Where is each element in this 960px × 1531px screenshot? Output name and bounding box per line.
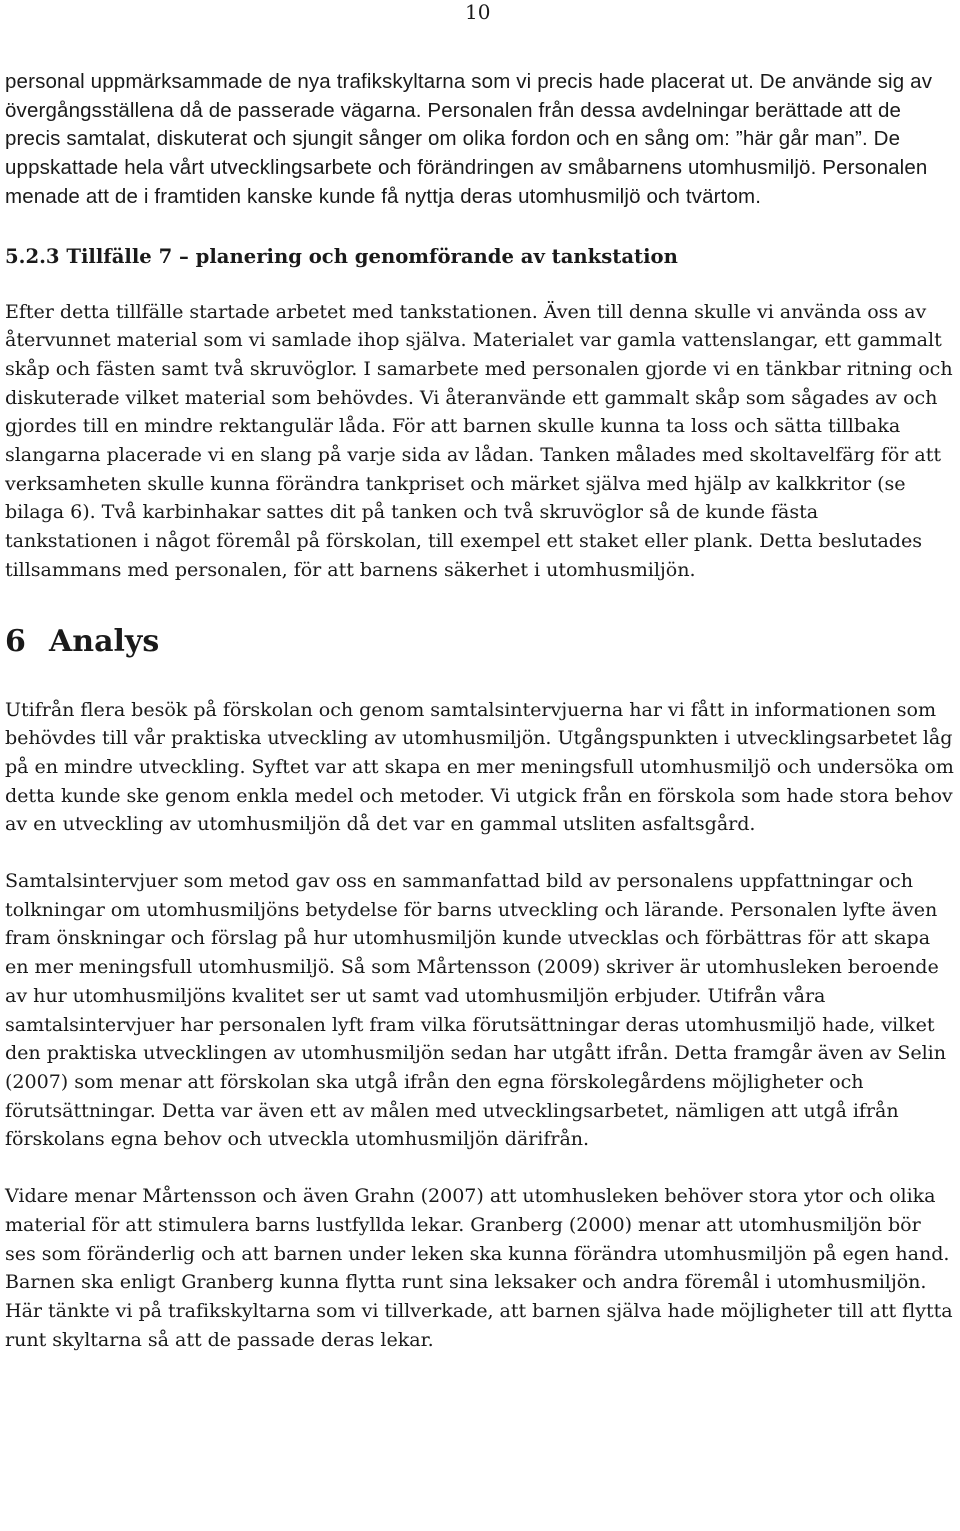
paragraph-analys-1: Utifrån flera besök på förskolan och genom samtalsintervjuerna har vi fått in informationen som behövdes till vår praktiska utveckling av utomhusmiljön. Utgångspunkten i utvecklingsarbetet låg på en mindre utveckling. Syftet var att skapa en mer meningsfull utomhusmiljö och undersöka om detta kunde ske genom enkla medel och metoder. Vi utgick från en förskola som hade stora behov av en utveckling av utomhusmiljön då det var en gammal utsliten asfaltsgård.	[5, 697, 954, 836]
paragraph-tankstation: Efter detta tillfälle startade arbetet med tankstationen. Även till denna skulle vi använda oss av återvunnet material som vi samlade ihop själva. Materialet var gamla vattenslangar, ett gammalt skåp och fästen samt två skruvöglor. I samarbete med personalen gjorde vi en tänkbar ritning och diskuterade vilket material som behövdes. Vi återanvände ett gammalt skåp som sågades av och gjordes till en mindre rektangulär låda. För att barnen skulle kunna ta loss och sätta tillbaka slangarna placerade vi en slang på varje sida av lådan. Tanken målades med skoltavelfärg för att verksamheten skulle kunna förändra tankpriset och märket själva med hjälp av kalkkritor (se bilaga 6). Två karbinhakar sattes dit på tanken och två skruvöglor så de kunde fästa tankstationen i något föremål på förskolan, till exempel ett staket eller plank. Detta beslutades tillsammans med personalen, för att barnens säkerhet i utomhusmiljön.	[5, 299, 953, 581]
document-body	[5, 68, 955, 1354]
chapter-heading-6	[5, 622, 955, 662]
chapter-title: Analys	[49, 623, 160, 659]
section-title: Tillfälle 7 – planering och genomförande av tankstation	[66, 244, 678, 268]
paragraph-analys-2: Samtalsintervjuer som metod gav oss en sammanfattad bild av personalens uppfattningar och tolkningar om utomhusmiljöns betydelse för barns utveckling och lärande. Personalen lyfte även fram önskningar och förslag på hur utomhusmiljön kunde utvecklas och förbättras för att skapa en mer meningsfull utomhusmiljö. Så som Mårtensson (2009) skriver är utomhusleken beroende av hur utomhusmiljöns kvalitet ser ut samt vad utomhusmiljön erbjuder. Utifrån våra samtalsintervjuer har personalen lyft fram vilka förutsättningar deras utomhusmiljö hade, vilket den praktiska utvecklingen av utomhusmiljön sedan har utgått ifrån. Detta framgår även av Selin (2007) som menar att förskolan ska utgå ifrån den egna förskolegårdens möjligheter och förutsättningar. Detta var även ett av målen med utvecklingsarbetet, nämligen att utgå ifrån förskolans egna behov och utveckla utomhusmiljön därifrån.	[5, 869, 946, 1151]
page-number: 10	[465, 0, 491, 24]
section-number: 5.2.3	[5, 244, 60, 268]
paragraph-intro: personal uppmärksammade de nya trafikskyltarna som vi precis hade placerat ut. De använde sig av övergångsställena då de passerade vägarna. Personalen från dessa avdelningar berättade att de precis samtalat, diskuterat och sjungit sånger om olika fordon och en sång om: ”här går man”. De uppskattade hela vårt utvecklingsarbete och förändringen av småbarnens utomhusmiljö. Personalen menade att de i framtiden kanske kunde få nyttja deras utomhusmiljö och tvärtom.	[5, 70, 933, 208]
paragraph-analys-3: Vidare menar Mårtensson och även Grahn (2007) att utomhusleken behöver stora ytor och olika material för att stimulera barns lustfyllda lekar. Granberg (2000) menar att utomhusmiljön bör ses som föränderlig och att barnen under leken ska kunna förändra utomhusmiljön på egen hand. Barnen ska enligt Granberg kunna flytta runt sina leksaker och andra föremål i utomhusmiljön. Här tänkte vi på trafikskyltarna som vi tillverkade, att barnen själva hade möjligheter till att flytta runt skyltarna så att de passade deras lekar.	[5, 1184, 953, 1351]
chapter-number: 6	[5, 623, 26, 659]
section-heading-5-2-3	[5, 243, 955, 271]
